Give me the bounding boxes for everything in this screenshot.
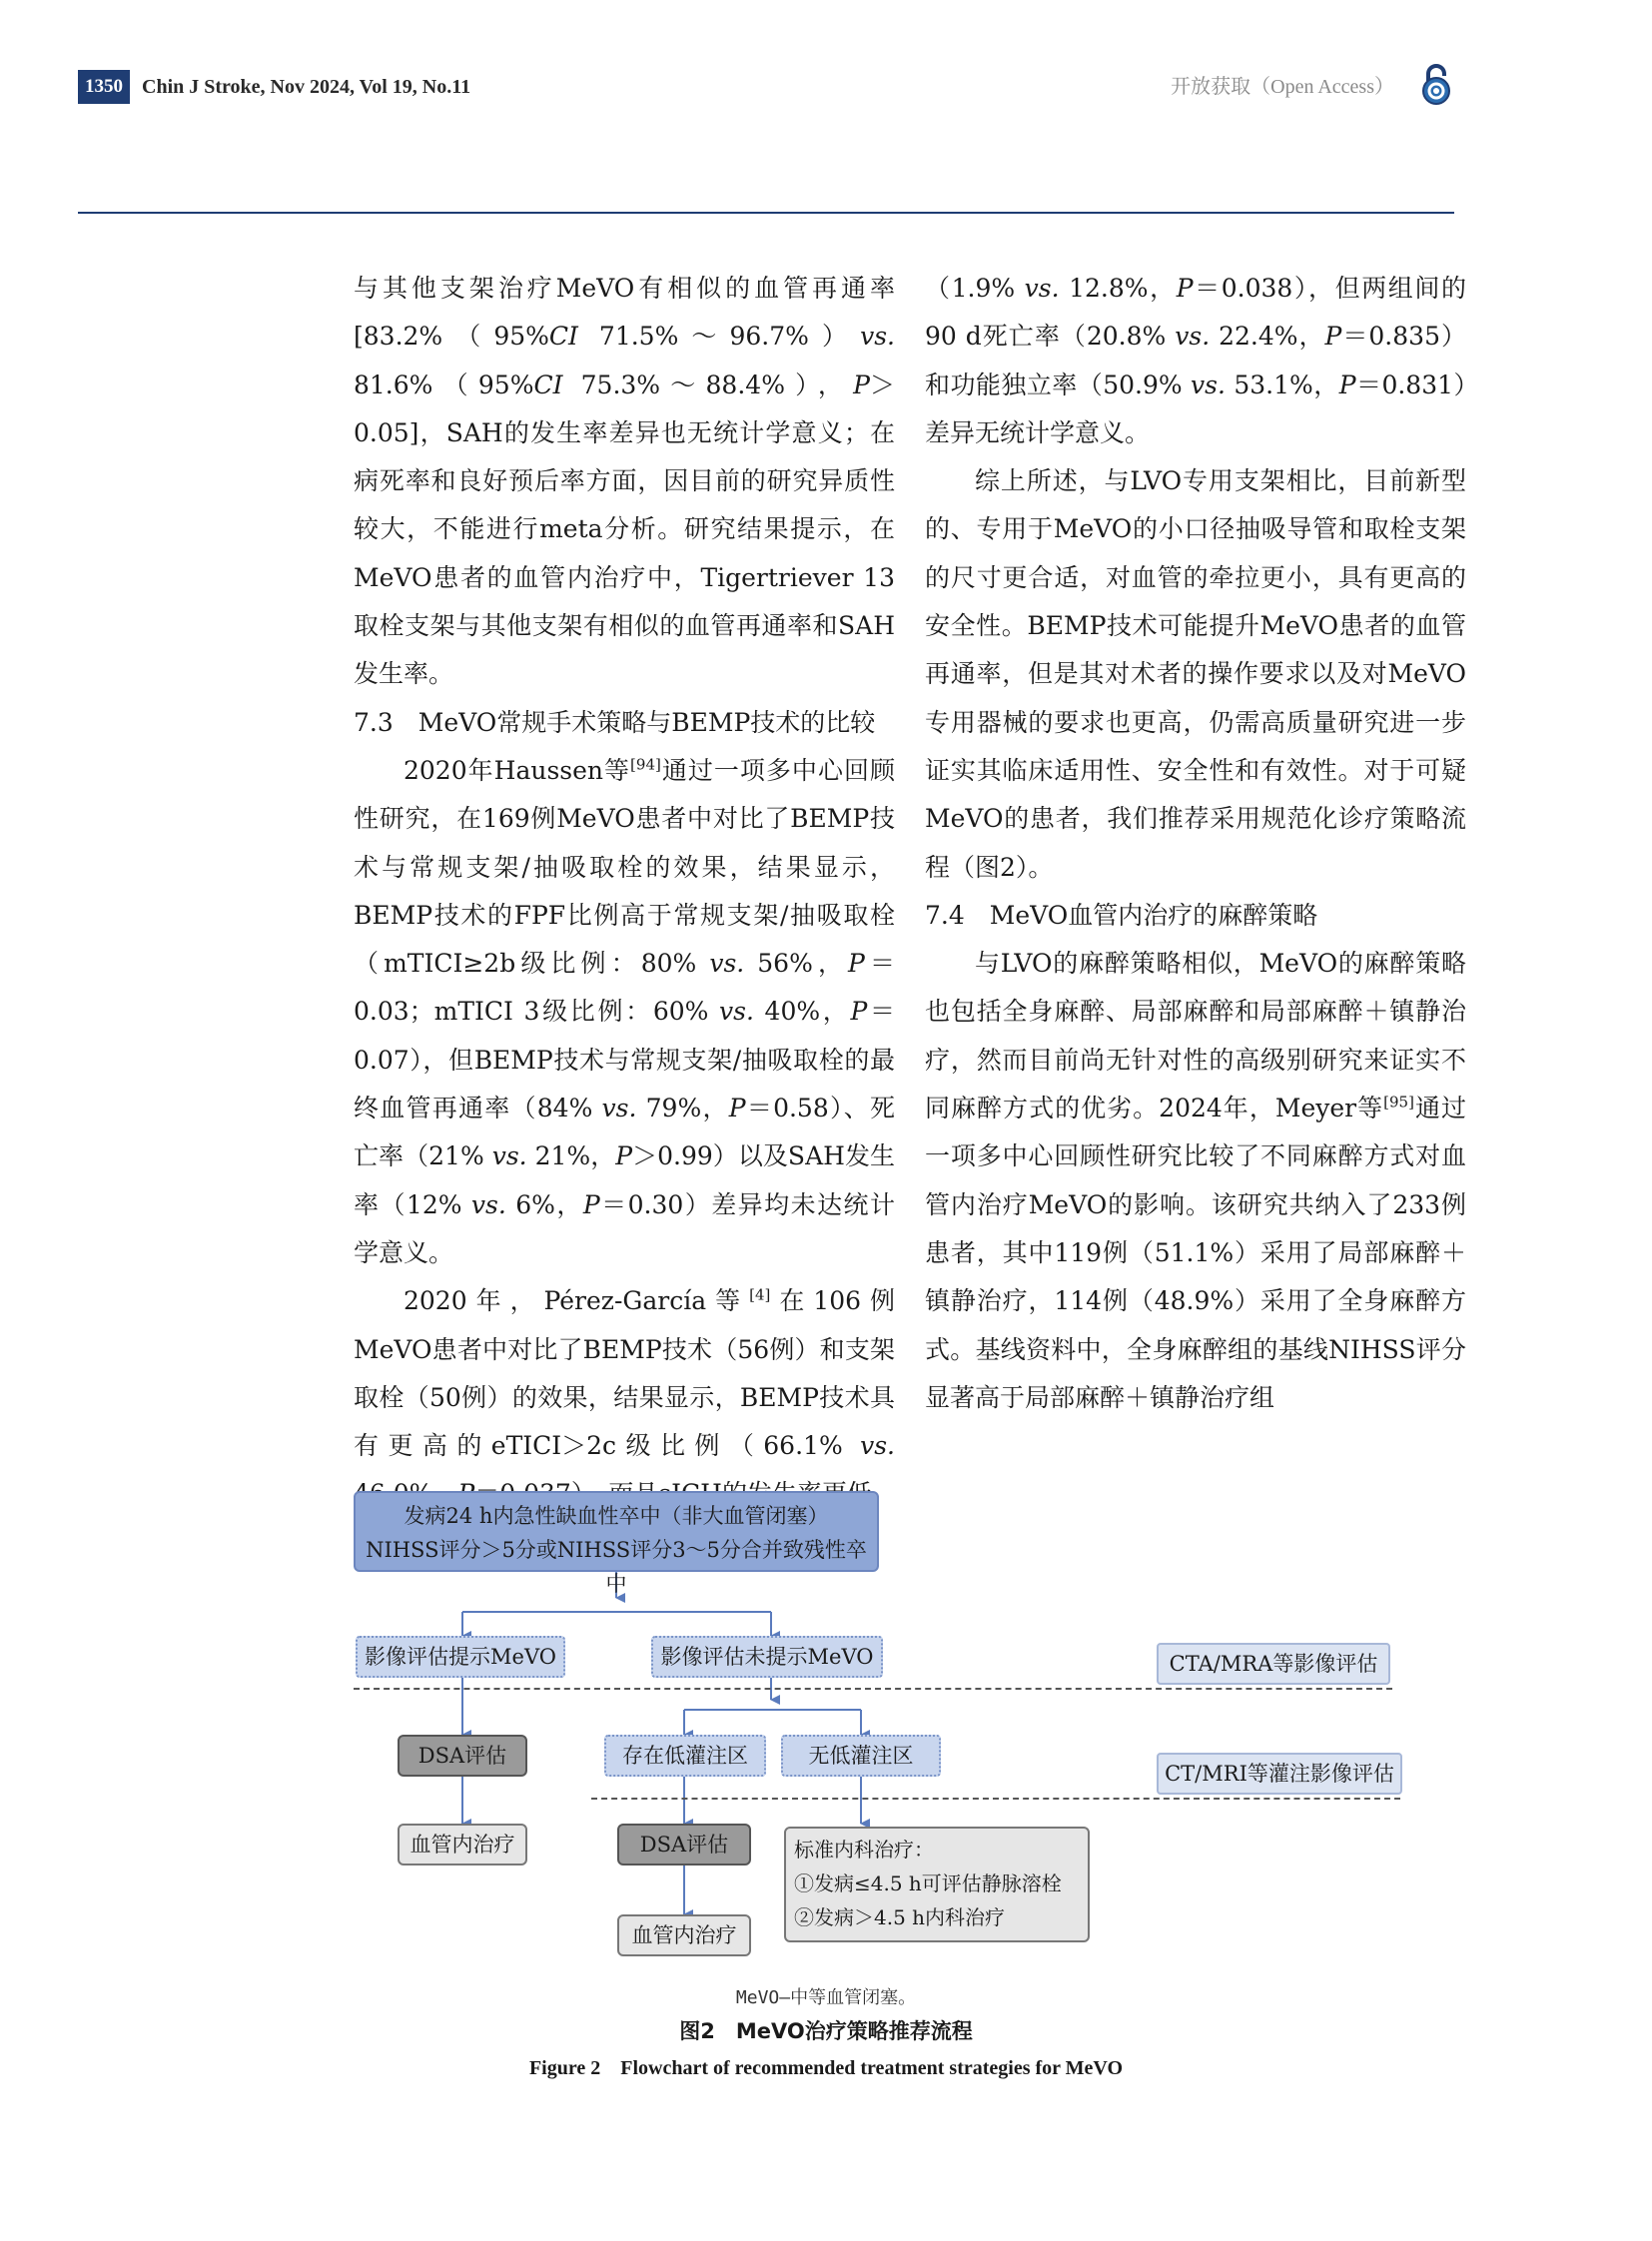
page-number: 1350	[78, 70, 130, 104]
flow-onset-line2: NIHSS评分＞5分或NIHSS评分3～5分合并致残性卒中	[366, 1538, 867, 1596]
flow-ctmri-label: CT/MRI等灌注影像评估	[1157, 1753, 1402, 1795]
separator-ctmri	[591, 1798, 1400, 1800]
open-access-label: 开放获取（Open Access）	[1171, 76, 1394, 98]
body-paragraph: 与其他支架治疗MeVO有相似的血管再通率[83.2%（95%CI 71.5%～96.7%）vs. 81.6%（95%CI 75.3%～88.4%），P＞0.05]，SAH的发生率差异也无统计学意义；在病死率和良好预后率方面，因目前的研究异质性较大，不能进行meta分析。研究结果提示，在MeVO患者的血管内治疗中，Tigertriever 13取栓支架与其他支架有相似的血管再通率和SAH发生率。	[354, 274, 895, 689]
flow-endo-right: 血管内治疗	[617, 1914, 751, 1956]
body-column-right	[925, 265, 1466, 1422]
figure-caption-en: Figure 2 Flowchart of recommended treatment strategies for MeVO	[528, 2057, 1124, 2079]
separator-cta	[354, 1688, 1392, 1690]
body-paragraph: 2020年Haussen等[94]通过一项多中心回顾性研究，在169例MeVO患者中对比了BEMP技术与常规支架/抽吸取栓的效果，结果显示，BEMP技术的FPF比例高于常规支架/抽吸取栓（mTICI≥2b级比例：80% vs. 56%，P＝0.03；mTICI 3级比例：60% vs. 40%，P＝0.07），但BEMP技术与常规支架/抽吸取栓的最终血管再通率（84% vs. 79%，P＝0.58）、死亡率（21% vs. 21%，P＞0.99）以及SAH发生率（12% vs. 6%，P＝0.30）差异均未达统计学意义。	[354, 755, 896, 1267]
flow-std-item1: ①发病≤4.5 h可评估静脉溶栓	[794, 1871, 1062, 1895]
flow-cta-label: CTA/MRA等影像评估	[1157, 1643, 1390, 1685]
body-paragraph: 2020年，Pérez-García等[4]在106例MeVO患者中对比了BEMP技术（56例）和支架取栓（50例）的效果，结果显示，BEMP技术具有更高的eTICI＞2c级比例（66.1% vs.	[354, 1285, 895, 1461]
figure-note: MeVO—中等血管闭塞。	[735, 1987, 917, 2008]
section-heading: 7.3 MeVO常规手术策略与BEMP技术的比较	[354, 707, 876, 737]
flow-onset-line1: 发病24 h内急性缺血性卒中（非大血管闭塞）	[404, 1504, 829, 1528]
flow-dsa-right: DSA评估	[617, 1824, 751, 1866]
flow-mevo-yes: 影像评估提示MeVO	[356, 1636, 565, 1678]
journal-citation: Chin J Stroke, Nov 2024, Vol 19, No.11	[142, 76, 471, 98]
flow-std-title: 标准内科治疗：	[794, 1838, 934, 1862]
flow-onset-box	[354, 1491, 879, 1596]
body-paragraph: 与LVO的麻醉策略相似，MeVO的麻醉策略也包括全身麻醉、局部麻醉和局部麻醉＋镇静治疗，然而目前尚无针对性的高级别研究来证实不同麻醉方式的优劣。2024年，Meyer等[95]通过一项多中心回顾性研究比较了不同麻醉方式对血管内治疗MeVO的影响。该研究共纳入了233例患者，其中119例（51.1%）采用了局部麻醉＋镇静治疗，114例（48.9%）采用了全身麻醉方式。基线资料中，全身麻醉组的基线NIHSS评分显著高于局部麻醉＋镇静治疗组	[925, 949, 1466, 1412]
flow-dsa-left: DSA评估	[398, 1735, 527, 1777]
body-column-left	[354, 265, 895, 1519]
header-rule	[78, 212, 1454, 214]
flow-std-item2: ②发病＞4.5 h内科治疗	[794, 1905, 1006, 1929]
body-paragraph: 综上所述，与LVO专用支架相比，目前新型的、专用于MeVO的小口径抽吸导管和取栓支架的尺寸更合适，对血管的牵拉更小，具有更高的安全性。BEMP技术可能提升MeVO患者的血管再通率，但是其对术者的操作要求以及对MeVO专用器械的要求也更高，仍需高质量研究进一步证实其临床适用性、安全性和有效性。对于可疑MeVO的患者，我们推荐采用规范化诊疗策略流程（图2）。	[925, 466, 1466, 882]
flow-hypo-yes: 存在低灌注区	[604, 1735, 766, 1777]
flow-endo-left: 血管内治疗	[398, 1824, 527, 1866]
section-heading: 7.4 MeVO血管内治疗的麻醉策略	[925, 900, 1318, 930]
flow-mevo-no: 影像评估未提示MeVO	[651, 1636, 883, 1678]
figure-caption-cn: 图2 MeVO治疗策略推荐流程	[679, 2019, 973, 2043]
body-paragraph: （1.9% vs. 12.8%，P＝0.038），但两组间的90 d死亡率（20.8% vs. 22.4%，P＝0.835）和功能独立率（50.9% vs. 53.1%，P＝0.831）差异无统计学意义。	[925, 274, 1466, 447]
flow-standard-treatment	[784, 1827, 1090, 1942]
open-access-lock-icon	[1418, 62, 1454, 106]
flow-hypo-no: 无低灌注区	[781, 1735, 941, 1777]
